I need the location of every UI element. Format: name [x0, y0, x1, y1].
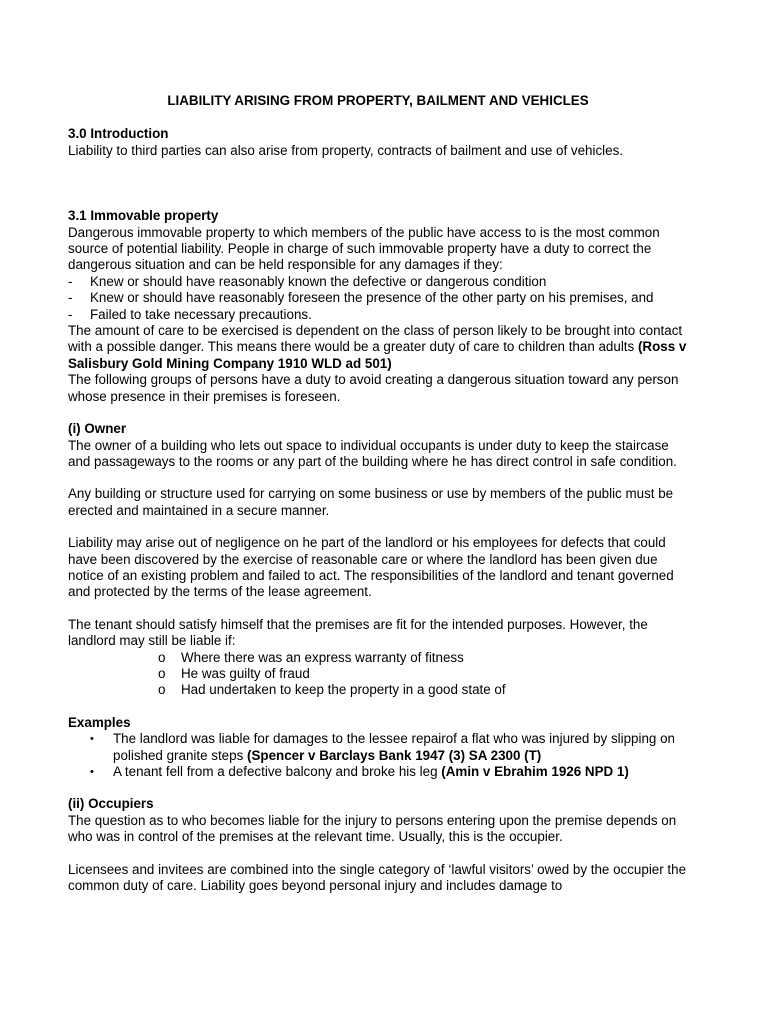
spacer — [68, 780, 688, 796]
list-item-text — [113, 764, 629, 780]
list-item-text — [113, 731, 688, 764]
document-title: LIABILITY ARISING FROM PROPERTY, BAILMENT AND VEHICLES — [167, 93, 589, 108]
list-item — [158, 650, 688, 666]
list-item — [90, 764, 688, 780]
occupiers-paragraph-2: Licensees and invitees are combined into the single category of ‘lawful visitors’ owed by the occupier the common duty of care. Liability goes beyond personal injury and includes damage to — [68, 861, 687, 894]
owner-heading: (i) Owner — [68, 421, 127, 437]
occupiers-paragraph-1: The question as to who becomes liable for the injury to persons entering upon the premise depends on who was in control of the premises at the relevant time. Usually, this is the occupier. — [68, 812, 677, 845]
immovable-heading: 3.1 Immovable property — [68, 208, 219, 224]
occupiers-heading: (ii) Occupiers — [68, 796, 154, 812]
intro-text: Liability to third parties can also arise from property, contracts of bailment and use of vehicles. — [68, 142, 623, 158]
care-paragraph — [68, 323, 688, 372]
spacer — [68, 405, 688, 421]
spacer — [68, 846, 688, 862]
circle-marker: o — [158, 682, 166, 698]
intro-heading: 3.0 Introduction — [68, 126, 169, 142]
dash-marker: - — [68, 273, 73, 289]
condition-list — [68, 274, 688, 323]
owner-paragraph-4: The tenant should satisfy himself that the premises are fit for the intended purposes. However, the landlord may still be liable if: — [68, 616, 648, 649]
list-item-text: Failed to take necessary precautions. — [90, 306, 312, 322]
list-item — [158, 682, 688, 698]
owner-paragraph-2: Any building or structure used for carrying on some business or use by members of the public must be erected and maintained in a secure manner. — [68, 486, 674, 518]
list-item-text: Where there was an express warranty of fitness — [181, 649, 464, 665]
case-citation: (Amin v Ebrahim 1926 NPD 1) — [441, 764, 629, 779]
owner-paragraph-1: The owner of a building who lets out space to individual occupants is under duty to keep the staircase and passageways to the rooms or any part of the building where he has direct control in safe condition. — [68, 437, 677, 469]
bullet-marker: • — [90, 733, 94, 746]
list-item-text: Knew or should have reasonably foreseen the presence of the other party on his premises, and — [90, 290, 654, 306]
landlord-liability-list — [68, 650, 688, 699]
list-item — [68, 307, 688, 323]
case-citation: (Spencer v Barclays Bank 1947 (3) SA 2300 (T) — [247, 747, 542, 763]
owner-paragraph-3: Liability may arise out of negligence on he part of the landlord or his employees for defects that could have been discovered by the exercise of reasonable care or where the landlord has been given due notice of an existing problem and failed to act. The responsibilities of the landlord and tenant governed and protected by the terms of the lease agreement. — [68, 535, 674, 600]
spacer — [68, 159, 688, 208]
spacer — [68, 519, 688, 535]
list-item — [90, 731, 688, 764]
circle-marker: o — [158, 649, 166, 665]
dash-marker: - — [68, 306, 73, 322]
document-body — [68, 93, 688, 894]
examples-list — [68, 731, 688, 780]
bullet-marker: • — [90, 766, 94, 778]
case-citation: (Ross v Salisbury Gold Mining Company 1910 WLD ad 501) — [68, 339, 687, 371]
spacer — [68, 470, 688, 486]
list-item — [158, 666, 688, 682]
list-item — [68, 274, 688, 290]
care-text: The amount of care to be exercised is dependent on the class of person likely to be brought into contact with a possible danger. This means there would be a greater duty of care to children than adults — [68, 323, 683, 355]
dash-marker: - — [68, 290, 73, 306]
example-text: A tenant fell from a defective balcony and broke his leg — [113, 764, 442, 779]
spacer — [68, 699, 688, 715]
example-text: The landlord was liable for damages to the lessee repairof a flat who was injured by slipping on polished granite steps — [113, 731, 675, 763]
immovable-text: Dangerous immovable property to which members of the public have access to is the most common source of potential liability. People in charge of such immovable property have a duty to correct the dangerous situation and can be held responsible for any damages if they: — [68, 224, 660, 273]
circle-marker: o — [158, 665, 166, 681]
list-item-text: Had undertaken to keep the property in a good state of — [181, 682, 506, 698]
examples-heading: Examples — [68, 714, 131, 730]
list-item-text: He was guilty of fraud — [181, 665, 310, 681]
spacer — [68, 601, 688, 617]
list-item-text: Knew or should have reasonably known the defective or dangerous condition — [90, 273, 547, 289]
list-item — [68, 290, 688, 306]
groups-paragraph: The following groups of persons have a duty to avoid creating a dangerous situation toward any person whose presence in their premises is foreseen. — [68, 372, 679, 404]
